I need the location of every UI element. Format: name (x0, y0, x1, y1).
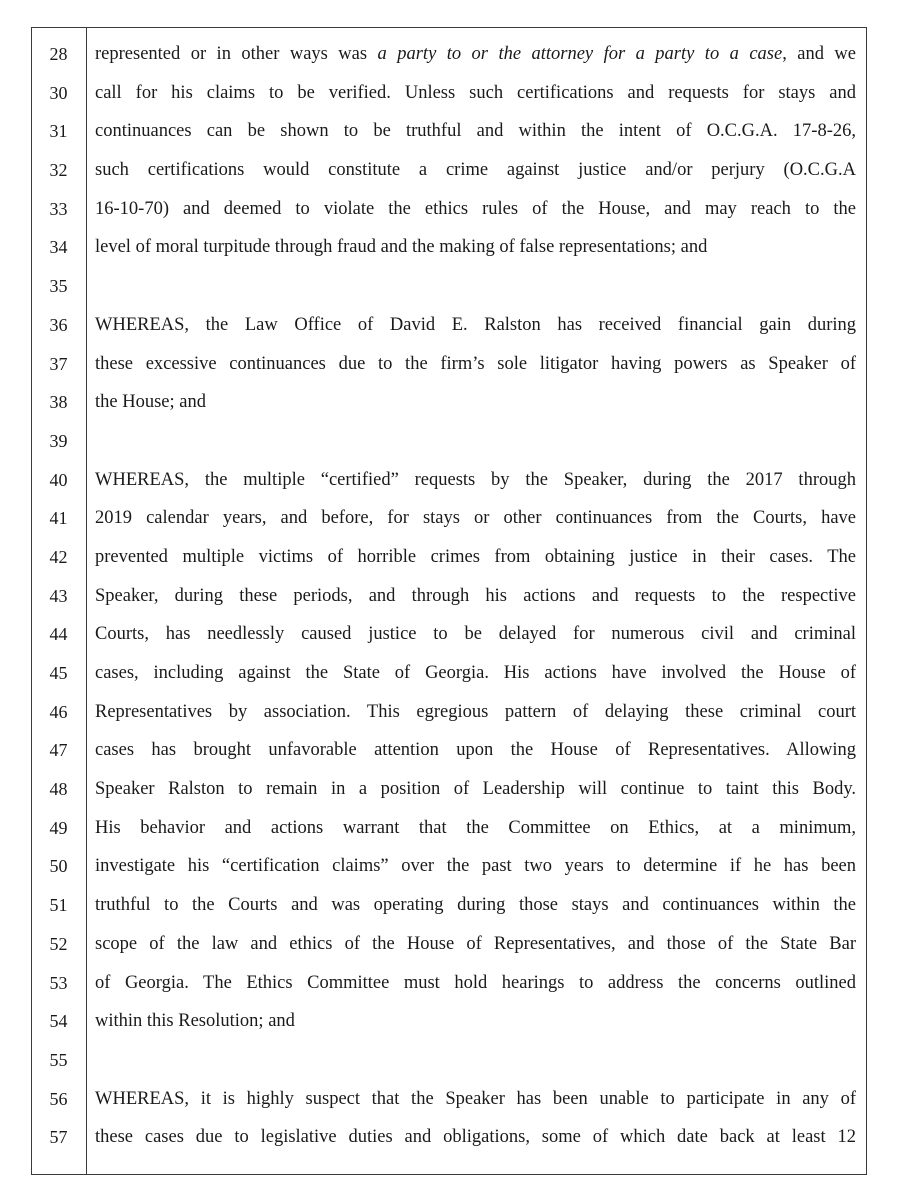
text-segment: Representatives by association. This egregious pattern of delaying these criminal court (95, 701, 856, 722)
text-segment: the House; and (95, 392, 206, 413)
text-segment: 2019 calendar years, and before, for stays or other continuances from the Courts, have (95, 508, 856, 529)
document-line (0, 267, 899, 306)
text-segment: Courts, has needlessly caused justice to be delayed for numerous civil and criminal (95, 624, 856, 645)
line-text (95, 1118, 856, 1157)
text-segment: call for his claims to be verified. Unless such certifications and requests for stays and (95, 82, 856, 103)
line-number: 43 (49, 585, 68, 606)
text-segment: cases has brought unfavorable attention upon the House of Representatives. Allowing (95, 740, 856, 761)
text-segment: these cases due to legislative duties and obligations, some of which date back at least 12 (95, 1127, 856, 1148)
line-number: 31 (49, 121, 68, 142)
line-number: 35 (49, 276, 68, 297)
line-number: 54 (49, 1011, 68, 1032)
line-text (95, 809, 856, 848)
text-segment: Speaker, during these periods, and through his actions and requests to the respective (95, 585, 856, 606)
text-segment: continuances can be shown to be truthful and within the intent of O.C.G.A. 17-8-26, (95, 121, 856, 142)
line-text (95, 383, 856, 422)
document-line (0, 1041, 899, 1080)
text-segment: 16-10-70) and deemed to violate the ethics rules of the House, and may reach to the (95, 198, 856, 219)
line-text (95, 306, 856, 345)
text-segment: these excessive continuances due to the firm’s sole litigator having powers as Speaker of (95, 353, 856, 374)
text-segment: level of moral turpitude through fraud and the making of false representations; and (95, 237, 708, 258)
line-number: 50 (49, 856, 68, 877)
text-segment: , and we (782, 44, 856, 64)
line-number: 32 (49, 160, 68, 181)
line-number: 49 (49, 817, 68, 838)
line-text (95, 422, 856, 461)
document-line (0, 1002, 899, 1041)
line-number: 45 (49, 663, 68, 683)
line-number: 52 (49, 933, 68, 954)
document-line (0, 925, 899, 964)
line-number: 46 (49, 701, 68, 722)
line-text (95, 731, 856, 770)
document-line (0, 964, 899, 1003)
line-text (95, 74, 856, 113)
line-number: 38 (49, 392, 68, 413)
text-segment: within this Resolution; and (95, 1011, 295, 1032)
line-number: 48 (49, 779, 68, 800)
line-number: 56 (49, 1088, 68, 1109)
line-number: 51 (49, 895, 68, 916)
document-line (0, 306, 899, 345)
line-number: 37 (49, 353, 68, 374)
line-text (95, 925, 856, 964)
document-line (0, 35, 899, 74)
line-number: 57 (49, 1127, 68, 1148)
document-line (0, 693, 899, 732)
line-text (95, 886, 856, 925)
line-number: 41 (49, 508, 68, 529)
text-segment: prevented multiple victims of horrible crimes from obtaining justice in their cases. The (95, 546, 856, 567)
document-line (0, 886, 899, 925)
line-number: 30 (49, 82, 68, 103)
document-line (0, 1118, 899, 1157)
text-segment: truthful to the Courts and was operating during those stays and continuances within the (95, 895, 856, 916)
text-segment: Speaker Ralston to remain in a position of Leadership will continue to taint this Body. (95, 779, 856, 800)
document-line (0, 112, 899, 151)
line-number: 34 (49, 237, 68, 258)
line-text (95, 345, 856, 384)
line-text (95, 615, 856, 654)
line-text (95, 577, 856, 616)
line-text (95, 538, 856, 577)
document-line (0, 731, 899, 770)
document-line (0, 577, 899, 616)
text-segment: such certifications would constitute a crime against justice and/or perjury (O.C.G.A (95, 160, 856, 181)
line-text (95, 654, 856, 693)
italic-text-segment: a party to or the attorney for a party to a case (377, 44, 783, 64)
document-line (0, 74, 899, 113)
line-text (95, 461, 856, 500)
document-body (0, 35, 899, 1157)
document-line (0, 345, 899, 384)
document-line (0, 383, 899, 422)
text-segment: WHEREAS, the Law Office of David E. Ralston has received financial gain during (95, 314, 856, 335)
document-line (0, 809, 899, 848)
document-line (0, 654, 899, 693)
text-segment: cases, including against the State of Georgia. His actions have involved the House of (95, 663, 856, 683)
line-number: 53 (49, 972, 68, 993)
line-text (95, 35, 856, 74)
document-line (0, 615, 899, 654)
line-number: 40 (49, 469, 68, 490)
text-segment: His behavior and actions warrant that the Committee on Ethics, at a minimum, (95, 817, 856, 838)
document-line (0, 422, 899, 461)
line-number: 33 (49, 198, 68, 219)
document-line (0, 151, 899, 190)
line-number: 28 (49, 44, 68, 64)
line-text (95, 847, 856, 886)
line-number: 55 (49, 1049, 68, 1070)
line-number: 39 (49, 430, 68, 451)
line-text (95, 1080, 856, 1119)
line-text (95, 964, 856, 1003)
document-line (0, 499, 899, 538)
line-number: 44 (49, 624, 68, 645)
document-line (0, 770, 899, 809)
text-segment: WHEREAS, the multiple “certified” requests by the Speaker, during the 2017 through (95, 469, 856, 490)
document-line (0, 461, 899, 500)
line-text (95, 499, 856, 538)
line-text (95, 267, 856, 306)
line-number: 42 (49, 546, 68, 567)
line-number: 36 (49, 314, 68, 335)
document-line (0, 1080, 899, 1119)
text-segment: represented or in other ways was (95, 44, 378, 64)
line-text (95, 151, 856, 190)
text-segment: investigate his “certification claims” over the past two years to determine if he has been (95, 856, 856, 877)
document-line (0, 538, 899, 577)
text-segment: WHEREAS, it is highly suspect that the Speaker has been unable to participate in any of (95, 1088, 856, 1109)
line-text (95, 228, 856, 267)
line-text (95, 112, 856, 151)
line-text (95, 1041, 856, 1080)
line-text (95, 770, 856, 809)
line-text (95, 190, 856, 229)
document-line (0, 190, 899, 229)
line-text (95, 1002, 856, 1041)
text-segment: of Georgia. The Ethics Committee must hold hearings to address the concerns outlined (95, 972, 856, 993)
document-line (0, 228, 899, 267)
document-line (0, 847, 899, 886)
line-text (95, 693, 856, 732)
text-segment: scope of the law and ethics of the House of Representatives, and those of the State Bar (95, 933, 856, 954)
line-number: 47 (49, 740, 68, 761)
